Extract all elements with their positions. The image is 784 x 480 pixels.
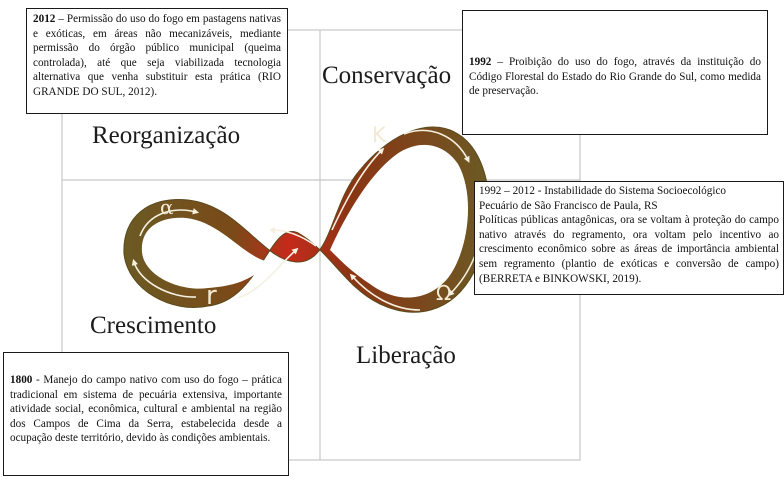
note-1800-text: - Manejo do campo nativo com uso do fogo – prática tradicional em sistema de pecuária extensiva, importante atividade social, econômica, cultural e ambiental na região dos Campos de Cima da Serra, estabelecida desde a ocupação deste território, devido às condições ambientais. bbox=[10, 374, 282, 445]
note-1992-text: – Proibição do uso do fogo, através da instituição do Código Florestal do Estado do Rio Grande do Sul, como medida de preservação. bbox=[469, 56, 761, 98]
phase-conservation-label: Conservação bbox=[322, 62, 452, 89]
omega-symbol: Ω bbox=[436, 281, 452, 305]
kappa-symbol: K bbox=[372, 123, 386, 147]
note-instability bbox=[474, 181, 784, 295]
note-1992-year: 1992 bbox=[469, 56, 492, 68]
note-2012-year: 2012 bbox=[33, 13, 56, 25]
note-1800 bbox=[3, 352, 289, 476]
note-instability-heading-1: 1992 – 2012 - Instabilidade do Sistema Socioecológico bbox=[479, 185, 727, 197]
alpha-symbol: α bbox=[160, 195, 174, 219]
r-symbol: r bbox=[206, 281, 217, 311]
note-2012 bbox=[26, 8, 288, 114]
note-instability-text: Políticas públicas antagônicas, ora se voltam à proteção do campo nativo através do regramento, ora voltam pelo incentivo ao crescimento econômico sobre as áreas de importância ambiental sem regramento (plantio de exóticas e conversão de campo) (BERRETA e BINKOWSKI, 2019). bbox=[479, 214, 779, 285]
adaptive-loop bbox=[124, 123, 489, 312]
phase-release-label: Liberação bbox=[356, 342, 456, 369]
phase-growth-label: Crescimento bbox=[90, 312, 217, 339]
note-2012-text: – Permissão do uso do fogo em pastagens nativas e exóticas, em áreas não mecanizáveis, mediante permissão do órgão público municipal (queima controlada), até que seja viabilizada tecnologia alternativa que venha substituir esta prática (RIO GRANDE DO SUL, 2012). bbox=[33, 13, 281, 98]
note-instability-heading-2: Pecuário de São Francisco de Paula, RS bbox=[479, 199, 658, 212]
phase-reorganization-label: Reorganização bbox=[92, 122, 241, 149]
note-1992 bbox=[462, 10, 768, 135]
note-1800-year: 1800 bbox=[10, 374, 33, 386]
